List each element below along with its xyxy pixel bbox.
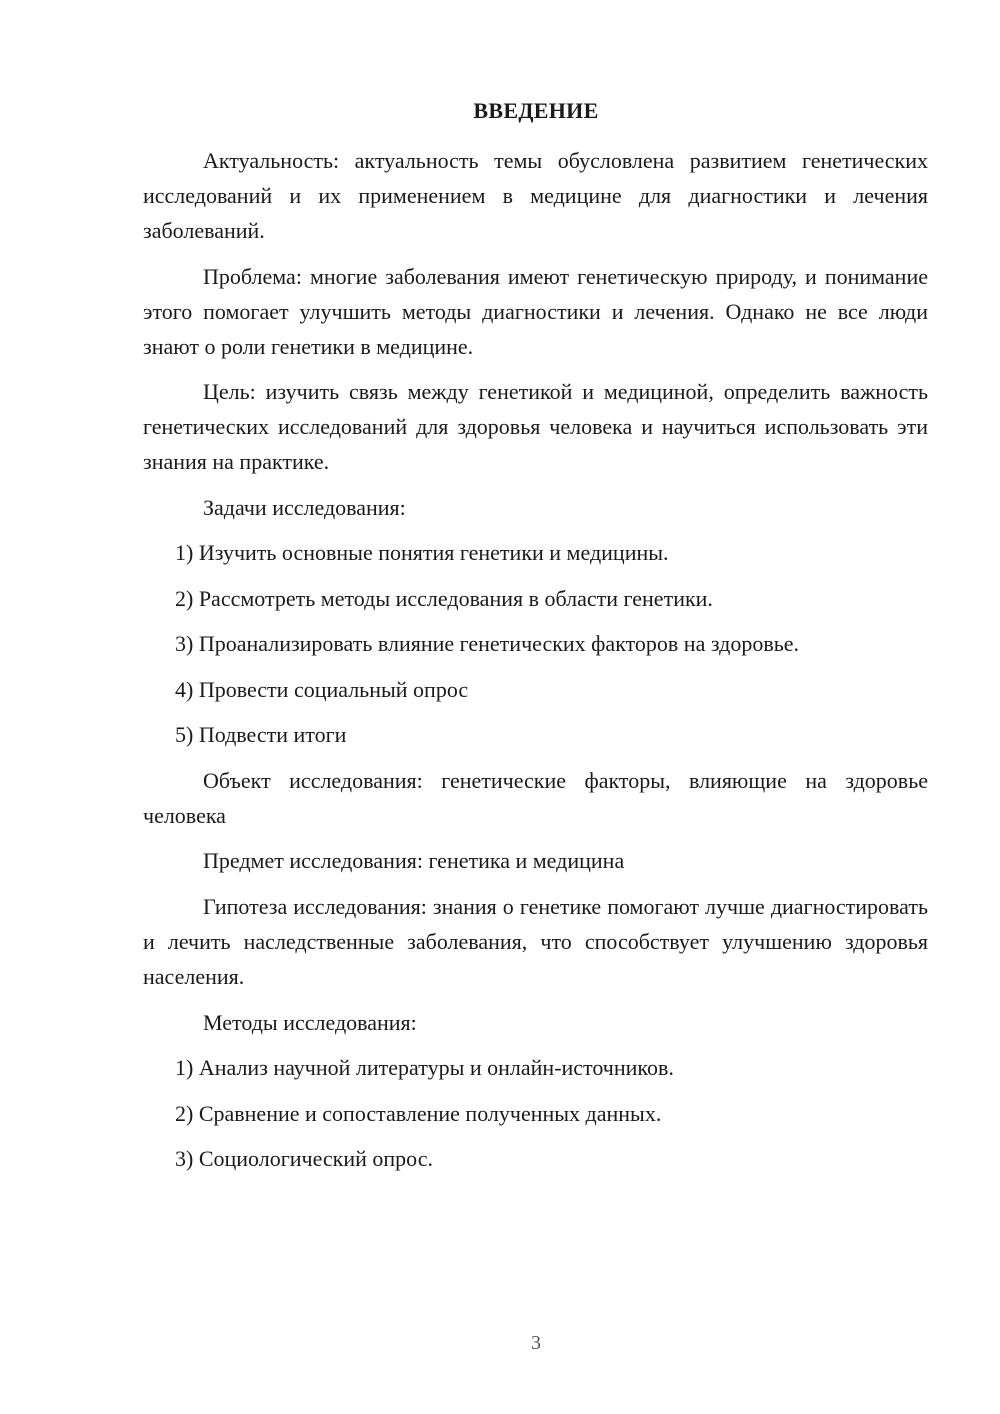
problem-paragraph: Проблема: многие заболевания имеют генетическую природу, и понимание этого помогает улучшить методы диагностики и лечения. Однако не все люди знают о роли генетики в медицине.: [143, 264, 928, 359]
task-item: 1) Изучить основные понятия генетики и медицины.: [175, 540, 669, 565]
section-title: ВВЕДЕНИЕ: [473, 98, 599, 123]
object-paragraph: Объект исследования: генетические факторы, влияющие на здоровье человека: [143, 768, 928, 828]
task-item: 2) Рассмотреть методы исследования в области генетики.: [175, 586, 713, 611]
goal-paragraph: Цель: изучить связь между генетикой и медициной, определить важность генетических исследований для здоровья человека и научиться использовать эти знания на практике.: [143, 379, 928, 474]
task-item: 4) Провести социальный опрос: [175, 677, 469, 702]
method-item: 3) Социологический опрос.: [175, 1146, 433, 1171]
task-item: 3) Проанализировать влияние генетических факторов на здоровье.: [175, 631, 800, 656]
subject-paragraph: Предмет исследования: генетика и медицина: [203, 848, 625, 873]
relevance-paragraph: Актуальность: актуальность темы обусловлена развитием генетических исследований и их применением в медицине для диагностики и лечения заболеваний.: [143, 148, 928, 243]
page-number: 3: [531, 1332, 541, 1354]
tasks-heading: Задачи исследования:: [203, 495, 406, 520]
methods-heading: Методы исследования:: [203, 1010, 417, 1035]
task-item: 5) Подвести итоги: [175, 722, 347, 747]
method-item: 1) Анализ научной литературы и онлайн-источников.: [175, 1055, 674, 1080]
method-item: 2) Сравнение и сопоставление полученных данных.: [175, 1101, 662, 1126]
hypothesis-paragraph: Гипотеза исследования: знания о генетике помогают лучше диагностировать и лечить наследственные заболевания, что способствует улучшению здоровья населения.: [143, 894, 928, 989]
